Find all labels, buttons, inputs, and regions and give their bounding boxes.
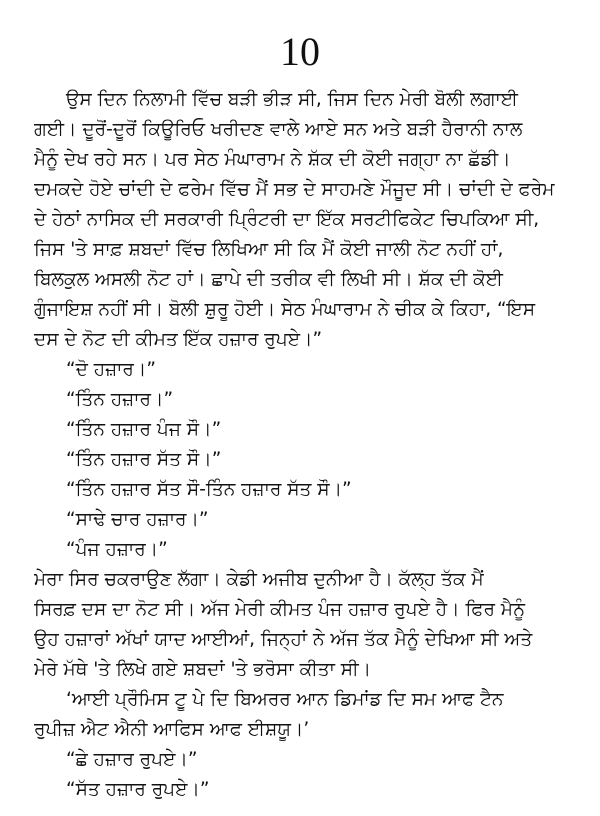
text-line: “ਸਾਢੇ ਚਾਰ ਹਜ਼ਾਰ।” [66,509,209,530]
text-line: ਉਹ ਹਜ਼ਾਰਾਂ ਅੱਖਾਂ ਯਾਦ ਆਈਆਂ, ਜਿਨ੍ਹਾਂ ਨੇ ਅੱਜ ਤੱਕ ਮੈਨੂੰ ਦੇਖਿਆ ਸੀ ਅਤੇ [34,629,533,650]
text-line: “ਛੇ ਹਜ਼ਾਰ ਰੁਪਏ।” [66,749,198,770]
text-line: ਮੇਰੇ ਮੱਥੇ 'ਤੇ ਲਿਖੇ ਗਏ ਸ਼ਬਦਾਂ 'ਤੇ ਭਰੋਸਾ ਕੀਤਾ ਸੀ। [34,659,372,680]
text-line: ‘ਆਈ ਪ੍ਰੌਮਿਸ ਟੂ ਪੇ ਦਿ ਬਿਅਰਰ ਆਨ ਡਿਮਾਂਡ ਦਿ ਸਮ ਆਫ ਟੈਨ [66,689,504,710]
text-line: “ਸੱਤ ਹਜ਼ਾਰ ਰੁਪਏ।” [66,779,210,800]
chapter-number: 10 [280,29,320,74]
text-line: ਦਸ ਦੇ ਨੋਟ ਦੀ ਕੀਮਤ ਇੱਕ ਹਜ਼ਾਰ ਰੁਪਏ।” [34,329,323,350]
text-line: ਮੈਨੂੰ ਦੇਖ ਰਹੇ ਸਨ। ਪਰ ਸੇਠ ਮੰਘਾਰਾਮ ਨੇ ਸ਼ੱਕ ਦੀ ਕੋਈ ਜਗ੍ਹਾ ਨਾ ਛੱਡੀ। [34,149,511,170]
text-line: ਦੇ ਹੇਠਾਂ ਨਾਸਿਕ ਦੀ ਸਰਕਾਰੀ ਪ੍ਰਿੰਟਰੀ ਦਾ ਇੱਕ ਸਰਟੀਫਿਕੇਟ ਚਿਪਕਿਆ ਸੀ, [34,209,540,230]
text-line: ਬਿਲਕੁਲ ਅਸਲੀ ਨੋਟ ਹਾਂ। ਛਾਪੇ ਦੀ ਤਰੀਕ ਵੀ ਲਿਖੀ ਸੀ। ਸ਼ੱਕ ਦੀ ਕੋਈ [34,269,503,290]
text-line: “ਦੋ ਹਜ਼ਾਰ।” [66,359,156,380]
text-line: “ਤਿੰਨ ਹਜ਼ਾਰ ਪੰਜ ਸੌ।” [66,419,222,440]
text-line: ਰੁਪੀਜ਼ ਐਟ ਐਨੀ ਆਫਿਸ ਆਫ ਈਸ਼ਯੂ।’ [34,719,310,740]
text-line: “ਤਿੰਨ ਹਜ਼ਾਰ ਸੱਤ ਸੌ।” [66,449,222,470]
text-line: ਸਿਰਫ਼ ਦਸ ਦਾ ਨੋਟ ਸੀ। ਅੱਜ ਮੇਰੀ ਕੀਮਤ ਪੰਜ ਹਜ਼ਾਰ ਰੁਪਏ ਹੈ। ਫਿਰ ਮੈਨੂੰ [34,599,526,620]
text-line: “ਪੰਜ ਹਜ਼ਾਰ।” [66,539,168,560]
text-line: ਮੇਰਾ ਸਿਰ ਚਕਰਾਉਣ ਲੱਗਾ। ਕੇਡੀ ਅਜੀਬ ਦੁਨੀਆ ਹੈ। ਕੱਲ੍ਹ ਤੱਕ ਮੈਂ [34,569,484,590]
body-text [34,85,574,805]
text-line: ਗੁੰਜਾਇਸ਼ ਨਹੀਂ ਸੀ। ਬੋਲੀ ਸ਼ੁਰੂ ਹੋਈ। ਸੇਠ ਮੰਘਾਰਾਮ ਨੇ ਚੀਕ ਕੇ ਕਿਹਾ, “ਇਸ [34,299,536,320]
text-line: ਜਿਸ 'ਤੇ ਸਾਫ਼ ਸ਼ਬਦਾਂ ਵਿੱਚ ਲਿਖਿਆ ਸੀ ਕਿ ਮੈਂ ਕੋਈ ਜਾਲੀ ਨੋਟ ਨਹੀਂ ਹਾਂ, [34,239,504,260]
text-line: “ਤਿੰਨ ਹਜ਼ਾਰ।” [66,389,174,410]
text-line: “ਤਿੰਨ ਹਜ਼ਾਰ ਸੱਤ ਸੌ-ਤਿੰਨ ਹਜ਼ਾਰ ਸੱਤ ਸੌ।” [66,479,352,500]
text-line: ਦਮਕਦੇ ਹੋਏ ਚਾਂਦੀ ਦੇ ਫਰੇਮ ਵਿੱਚ ਮੈਂ ਸਭ ਦੇ ਸਾਹਮਣੇ ਮੌਜੂਦ ਸੀ। ਚਾਂਦੀ ਦੇ ਫਰੇਮ [34,179,555,200]
text-line: ਉਸ ਦਿਨ ਨਿਲਾਮੀ ਵਿੱਚ ਬੜੀ ਭੀੜ ਸੀ, ਜਿਸ ਦਿਨ ਮੇਰੀ ਬੋਲੀ ਲਗਾਈ [66,89,518,110]
text-line: ਗਈ। ਦੂਰੋਂ-ਦੂਰੋਂ ਕਿਊਰਿਓ ਖਰੀਦਣ ਵਾਲੇ ਆਏ ਸਨ ਅਤੇ ਬੜੀ ਹੈਰਾਨੀ ਨਾਲ [34,119,523,140]
